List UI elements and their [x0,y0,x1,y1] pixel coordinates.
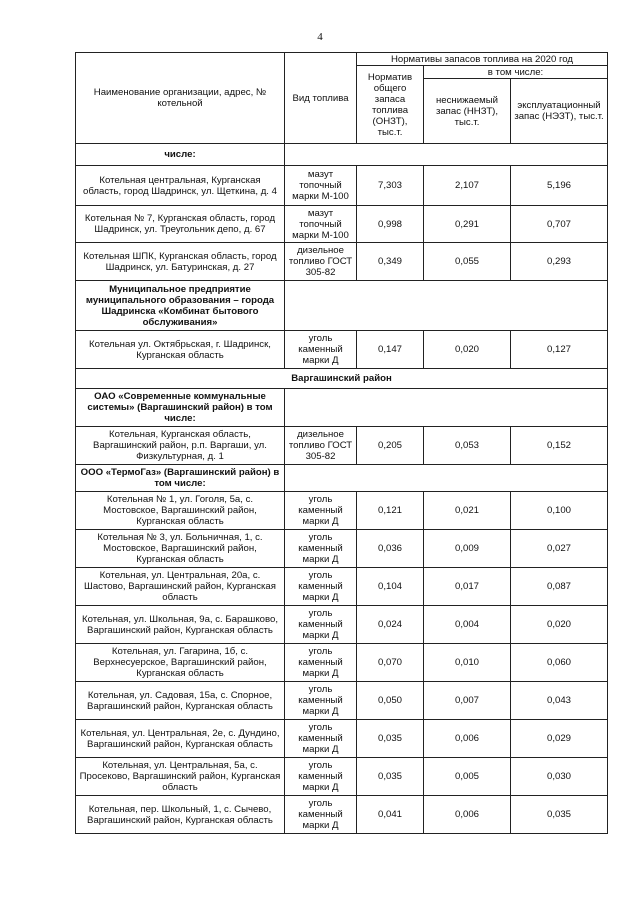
row-name: Котельная, Курганская область, Варгашинский район, р.п. Варгаши, ул. Физкультурная, д. 1 [76,427,285,465]
row-fuel: уголь каменный марки Д [285,331,357,369]
empty-cell [285,281,608,331]
header-fuel: Вид топлива [285,53,357,144]
table-row [76,568,608,606]
row-fuel: дизельное топливо ГОСТ 305-82 [285,243,357,281]
row-total: 0,104 [357,568,424,606]
row-nezt: 0,027 [511,530,608,568]
row-fuel: мазут топочный марки М-100 [285,206,357,243]
table-row [76,331,608,369]
org-heading: ООО «ТермоГаз» (Варгашинский район) в том числе: [76,465,285,492]
row-name: Котельная, ул. Центральная, 20а, с. Шастово, Варгашинский район, Курганская область [76,568,285,606]
row-name: Котельная № 1, ул. Гоголя, 5а, с. Мостовское, Варгашинский район, Курганская область [76,492,285,530]
row-fuel: уголь каменный марки Д [285,492,357,530]
row-nezt: 0,100 [511,492,608,530]
row-name: Котельная центральная, Курганская область, город Шадринск, ул. Щеткина, д. 4 [76,166,285,206]
row-total: 0,147 [357,331,424,369]
page-number: 4 [317,31,323,43]
empty-cell [285,144,608,166]
header-org: Наименование организации, адрес, № котельной [76,53,285,144]
table-row [76,492,608,530]
row-nnzt: 0,055 [424,243,511,281]
row-nezt: 0,035 [511,796,608,834]
table-row [76,720,608,758]
table-row [76,530,608,568]
row-nnzt: 0,004 [424,606,511,644]
row-nezt: 0,029 [511,720,608,758]
row-name: Котельная, ул. Садовая, 15а, с. Спорное, Варгашинский район, Курганская область [76,682,285,720]
table-row [76,206,608,243]
row-name: Котельная № 3, ул. Больничная, 1, с. Мостовское, Варгашинский район, Курганская область [76,530,285,568]
row-nnzt: 0,006 [424,796,511,834]
org-heading: Муниципальное предприятие муниципального образования – города Шадринска «Комбинат бытового обслуживания» [76,281,285,331]
row-total: 0,205 [357,427,424,465]
row-name: Котельная, ул. Центральная, 5а, с. Просеково, Варгашинский район, Курганская область [76,758,285,796]
row-nezt: 0,127 [511,331,608,369]
header-nezt: эксплуатационный запас (НЭЗТ), тыс.т. [511,79,608,144]
row-nnzt: 0,009 [424,530,511,568]
row-total: 0,041 [357,796,424,834]
table-row [76,758,608,796]
section-continuation: числе: [76,144,285,166]
row-nnzt: 0,291 [424,206,511,243]
row-name: Котельная ул. Октябрьская, г. Шадринск, Курганская область [76,331,285,369]
row-total: 0,070 [357,644,424,682]
table-row [76,796,608,834]
row-nezt: 0,152 [511,427,608,465]
row-name: Котельная, ул. Школьная, 9а, с. Барашково, Варгашинский район, Курганская область [76,606,285,644]
row-name: Котельная ШПК, Курганская область, город Шадринск, ул. Батуринская, д. 27 [76,243,285,281]
row-nnzt: 0,020 [424,331,511,369]
row-total: 0,035 [357,758,424,796]
header-including: в том числе: [424,66,608,79]
table-row [76,243,608,281]
row-name: Котельная, ул. Гагарина, 1б, с. Верхнесуерское, Варгашинский район, Курганская область [76,644,285,682]
row-total: 0,035 [357,720,424,758]
fuel-norms-table [75,52,608,834]
row-fuel: уголь каменный марки Д [285,796,357,834]
table-row [76,682,608,720]
table-row [76,427,608,465]
row-nnzt: 0,006 [424,720,511,758]
row-nezt: 0,060 [511,644,608,682]
row-nezt: 5,196 [511,166,608,206]
row-nnzt: 0,005 [424,758,511,796]
row-fuel: уголь каменный марки Д [285,644,357,682]
row-total: 0,998 [357,206,424,243]
row-nnzt: 0,010 [424,644,511,682]
row-name: Котельная, пер. Школьный, 1, с. Сычево, Варгашинский район, Курганская область [76,796,285,834]
row-fuel: уголь каменный марки Д [285,568,357,606]
row-total: 0,349 [357,243,424,281]
row-fuel: уголь каменный марки Д [285,758,357,796]
empty-cell [285,465,608,492]
row-total: 0,121 [357,492,424,530]
row-nnzt: 0,017 [424,568,511,606]
row-total: 0,050 [357,682,424,720]
row-nnzt: 0,007 [424,682,511,720]
header-total: Норматив общего запаса топлива (ОНЗТ), тыс.т. [357,66,424,144]
row-fuel: уголь каменный марки Д [285,606,357,644]
row-nezt: 0,087 [511,568,608,606]
row-nezt: 0,707 [511,206,608,243]
org-heading: ОАО «Современные коммунальные системы» (Варгашинский район) в том числе: [76,389,285,427]
row-fuel: уголь каменный марки Д [285,530,357,568]
row-nezt: 0,020 [511,606,608,644]
empty-cell [285,389,608,427]
row-nezt: 0,293 [511,243,608,281]
table-row [76,644,608,682]
table-row [76,606,608,644]
row-fuel: уголь каменный марки Д [285,682,357,720]
row-name: Котельная № 7, Курганская область, город Шадринск, ул. Треугольник депо, д. 67 [76,206,285,243]
row-fuel: дизельное топливо ГОСТ 305-82 [285,427,357,465]
row-nnzt: 0,021 [424,492,511,530]
row-nnzt: 2,107 [424,166,511,206]
table-row [76,166,608,206]
row-nezt: 0,043 [511,682,608,720]
row-fuel: мазут топочный марки М-100 [285,166,357,206]
row-total: 0,024 [357,606,424,644]
header-norms: Нормативы запасов топлива на 2020 год [357,53,608,66]
row-fuel: уголь каменный марки Д [285,720,357,758]
row-nnzt: 0,053 [424,427,511,465]
row-nezt: 0,030 [511,758,608,796]
row-total: 0,036 [357,530,424,568]
row-total: 7,303 [357,166,424,206]
header-nnzt: неснижаемый запас (ННЗТ), тыс.т. [424,79,511,144]
district-heading: Варгашинский район [76,369,608,389]
row-name: Котельная, ул. Центральная, 2е, с. Дундино, Варгашинский район, Курганская область [76,720,285,758]
